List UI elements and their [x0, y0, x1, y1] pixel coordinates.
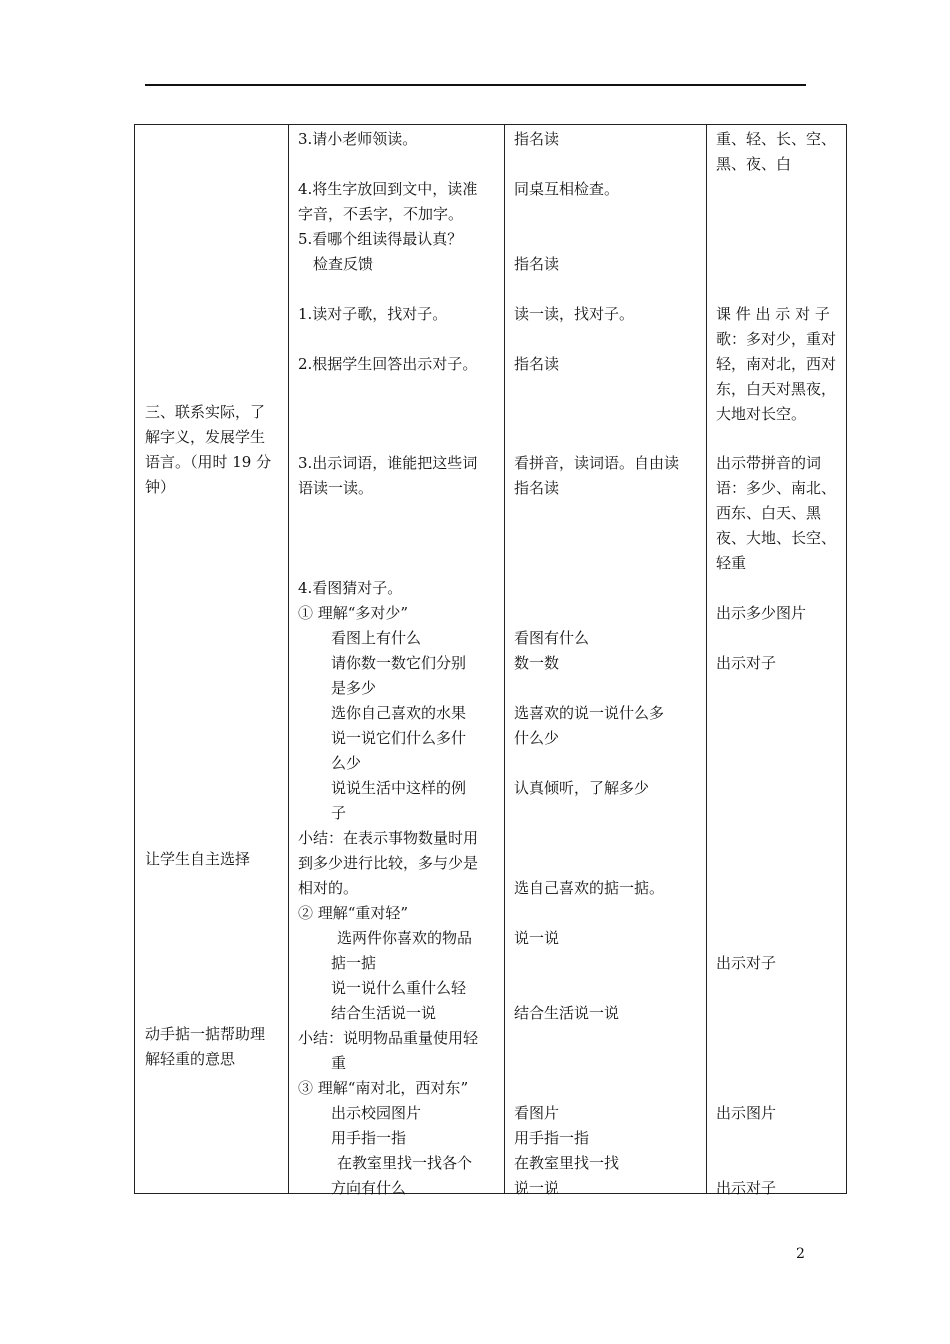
student-line: 指名读	[514, 130, 560, 148]
teacher-line: 说说生活中这样的例	[331, 779, 467, 797]
teacher-line: 5.看哪个组读得最认真？	[298, 230, 463, 248]
student-line: 指名读	[514, 255, 560, 273]
teacher-line: 是多少	[331, 679, 377, 697]
media-line: 出示图片	[716, 1104, 777, 1122]
teacher-line: ① 理解“多对少”	[298, 604, 409, 622]
teacher-line: 小结：说明物品重量使用轻	[298, 1029, 479, 1047]
teacher-line: 用手指一指	[331, 1129, 407, 1147]
media-line: 黑、夜、白	[716, 155, 792, 173]
student-line: 认真倾听，了解多少	[514, 779, 650, 797]
intent-self-choice: 让学生自主选择	[145, 850, 251, 868]
student-line: 指名读	[514, 479, 560, 497]
teacher-line: 子	[331, 804, 347, 822]
teacher-activity-column	[288, 125, 504, 1197]
student-line: 数一数	[514, 654, 560, 672]
teacher-line: 4.将生字放回到文中，读准	[298, 180, 478, 198]
student-line: 什么少	[514, 729, 560, 747]
teacher-line: 小结：在表示事物数量时用	[298, 829, 479, 847]
student-activity-column	[504, 125, 706, 1197]
stage-column	[135, 125, 288, 1193]
media-line: 出示对子	[716, 1179, 777, 1197]
media-line: 轻，南对北，西对	[716, 355, 837, 373]
media-line: 轻重	[716, 554, 747, 572]
student-line: 结合生活说一说	[514, 1004, 620, 1022]
student-line: 在教室里找一找	[514, 1154, 620, 1172]
teacher-line: 检查反馈	[313, 255, 374, 273]
student-line: 读一读，找对子。	[514, 305, 635, 323]
teacher-line: 么少	[331, 754, 362, 772]
teacher-line: 重	[331, 1054, 347, 1072]
media-line: 出示对子	[716, 954, 777, 972]
student-line: 看图有什么	[514, 629, 590, 647]
lesson-plan-table	[134, 124, 847, 1197]
page-number: 2	[796, 1246, 805, 1262]
media-line: 出示多少图片	[716, 604, 807, 622]
media-line: 大地对长空。	[716, 405, 807, 423]
teacher-line: 说一说它们什么多什	[331, 729, 467, 747]
teacher-line: 选两件你喜欢的物品	[337, 929, 473, 947]
intent-weigh-by-hand: 动手掂一掂帮助理 解轻重的意思	[145, 1025, 266, 1068]
teacher-line: 看图上有什么	[331, 629, 422, 647]
student-line: 看图片	[514, 1104, 560, 1122]
teacher-line: 字音，不丢字，不加字。	[298, 205, 464, 223]
teacher-line: 相对的。	[298, 879, 359, 897]
media-line: 西东、白天、黑	[716, 504, 822, 522]
student-line: 选自己喜欢的掂一掂。	[514, 879, 665, 897]
teacher-line: 掂一掂	[331, 954, 377, 972]
media-column	[706, 125, 846, 1197]
teacher-line: 在教室里找一找各个	[337, 1154, 473, 1172]
teacher-line: 到多少进行比较，多与少是	[298, 854, 479, 872]
student-line: 说一说	[514, 1179, 560, 1197]
student-line: 用手指一指	[514, 1129, 590, 1147]
media-line: 语：多少、南北、	[716, 479, 837, 497]
teacher-line: 选你自己喜欢的水果	[331, 704, 467, 722]
stage-three-text: 三、联系实际，了 解字义，发展学生 语言。（用时 19 分 钟）	[145, 403, 272, 496]
student-line: 选喜欢的说一说什么多	[514, 704, 665, 722]
media-line: 重、轻、长、空、	[716, 130, 837, 148]
teacher-line: 3.请小老师领读。	[298, 130, 418, 148]
teacher-line: 说一说什么重什么轻	[331, 979, 467, 997]
student-line: 同桌互相检查。	[514, 180, 620, 198]
media-line: 夜、大地、长空、	[716, 529, 837, 547]
teacher-line: 4.看图猜对子。	[298, 579, 403, 597]
media-line: 歌：多对少，重对	[716, 330, 837, 348]
student-line: 看拼音，读词语。自由读	[514, 454, 680, 472]
teacher-line: 出示校园图片	[331, 1104, 422, 1122]
teacher-line: 2.根据学生回答出示对子。	[298, 355, 478, 373]
media-line: 出示对子	[716, 654, 777, 672]
student-line: 说一说	[514, 929, 560, 947]
student-line: 指名读	[514, 355, 560, 373]
teacher-line: 请你数一数它们分别	[331, 654, 467, 672]
teacher-line: ② 理解“重对轻”	[298, 904, 409, 922]
teacher-line: 1.读对子歌，找对子。	[298, 305, 448, 323]
teacher-line: ③ 理解“南对北，西对东”	[298, 1079, 469, 1097]
header-rule	[145, 84, 806, 86]
media-line: 课 件 出 示 对 子	[716, 305, 830, 323]
teacher-line: 方向有什么	[331, 1179, 407, 1197]
teacher-line: 结合生活说一说	[331, 1004, 437, 1022]
media-line: 出示带拼音的词	[716, 454, 822, 472]
media-line: 东，白天对黑夜，	[716, 380, 837, 398]
teacher-line: 3.出示词语，谁能把这些词	[298, 454, 478, 472]
teacher-line: 语读一读。	[298, 479, 374, 497]
